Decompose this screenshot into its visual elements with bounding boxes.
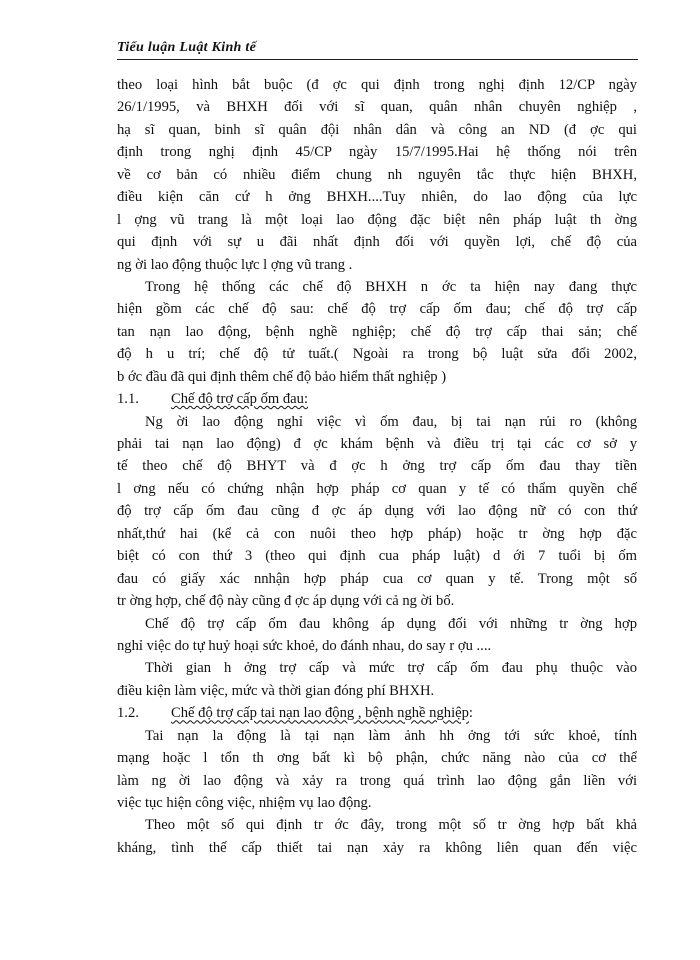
paragraph-6 — [117, 725, 637, 815]
text-line: định trong nghị định 45/CP ngày 15/7/1995.Hai hệ thống nói trên — [117, 144, 637, 161]
text-line: Chế độ trợ cấp ốm đau không áp dụng đối với những tr ờng hợp — [145, 615, 637, 632]
header-rule — [117, 59, 638, 60]
paragraph-7 — [117, 814, 637, 859]
text-line: điều kiện căn cứ h ởng BHXH....Tuy nhiên, do lao động của lực — [117, 189, 637, 206]
paragraph-3 — [117, 411, 637, 613]
paragraph-5 — [117, 657, 637, 702]
document-body — [117, 74, 637, 859]
text-line: đau có giấy xác nnhận hợp pháp cua cơ quan y tế. Trong một số — [117, 570, 637, 587]
text-line: 26/1/1995, và BHXH đối với sĩ quan, quân nhân chuyên nghiệp , — [117, 99, 637, 116]
section-heading-1-1 — [117, 388, 637, 410]
text-line: nghỉ việc do tự huỷ hoại sức khoẻ, do đánh nhau, do say r ợu .... — [117, 637, 492, 654]
header-title: Tiểu luận Luật Kinh tế — [117, 40, 257, 55]
text-line: kháng, tình thế cấp thiết tai nạn xảy ra không liên quan đến việc — [117, 839, 637, 856]
text-line: Tai nạn la động là tại nạn làm ảnh hh ởng tới sức khoẻ, tính — [145, 727, 637, 744]
text-line: ng ời lao động thuộc lực l ợng vũ trang . — [117, 256, 353, 273]
paragraph-4 — [117, 613, 637, 658]
section-number: 1.1. — [117, 391, 139, 408]
section-title: Chế độ trợ cấp ốm đau: — [171, 391, 309, 408]
text-line: tế theo chế độ BHYT và đ ợc h ởng trợ cấp ốm đau thay tiền — [117, 458, 637, 475]
text-line: Trong hệ thống các chế độ BHXH n ớc ta hiện nay đang thực — [145, 278, 637, 295]
text-line: Thời gian h ởng trợ cấp và mức trợ cấp ốm đau phụ thuộc vào — [145, 660, 637, 677]
text-line: l ợng vũ trang là một loại lao động đặc biệt nên pháp luật th ờng — [117, 211, 637, 228]
text-line: b ớc đầu đã qui định thêm chế độ bảo hiểm thất nghiệp ) — [117, 368, 447, 385]
section-title: Chế độ trợ cấp tai nạn lao động , bệnh nghề nghiệp — [171, 705, 469, 722]
page-header — [117, 40, 637, 60]
text-line: Ng ời lao động nghỉ việc vì ốm đau, bị tai nạn rủi ro (không — [145, 413, 637, 430]
text-line: hiện gồm các chế độ sau: chế độ trợ cấp ốm đau; chế độ trợ cấp — [117, 301, 637, 318]
section-heading-1-2 — [117, 702, 637, 724]
text-line: làm ng ời lao động và xảy ra trong quá trình lao động gắn liền với — [117, 772, 637, 789]
text-line: tan nạn lao động, bệnh nghề nghiệp; chế độ trợ cấp thai sản; chế — [117, 323, 637, 340]
paragraph-2 — [117, 276, 637, 388]
section-title-suffix: : — [468, 705, 473, 722]
text-line: l ơng nếu có chứng nhận hợp pháp cơ quan y tế có thẩm quyền chế — [117, 480, 637, 497]
text-line: phải tai nạn lao động) đ ợc khám bệnh và điều trị tại các cơ sở y — [117, 436, 637, 452]
text-line: Theo một số qui định tr ớc đây, trong một số tr ờng hợp bất khả — [145, 817, 637, 834]
text-line: hạ sĩ quan, binh sĩ quân đội nhân dân và công an ND (đ ợc qui — [117, 121, 637, 138]
text-line: biệt có con thứ 3 (theo qui định cua pháp luật) d ới 7 tuổi bị ốm — [117, 548, 637, 565]
paragraph-1 — [117, 74, 637, 276]
text-line: theo loại hình bắt buộc (đ ợc qui định trong nghị định 12/CP ngày — [117, 77, 637, 93]
text-line: mạng hoặc l tổn th ơng bất kì bộ phận, chức năng nào của cơ thể — [117, 750, 637, 767]
text-line: tr ờng hợp, chế độ này cũng đ ợc áp dụng với cả ng ời bố. — [117, 593, 455, 610]
section-number: 1.2. — [117, 705, 139, 722]
text-line: độ h u trí; chế độ tử tuất.( Ngoài ra trong bộ luật sửa đổi 2002, — [117, 346, 637, 363]
text-line: độ trợ cấp ốm đau cũng đ ợc áp dụng với lao động nữ có con thứ — [117, 503, 637, 520]
text-line: qui định với sự u đãi nhất định đối với quyền lợi, chế độ của — [117, 234, 637, 251]
text-line: về cơ bản có nhiều điểm chung nh nguyên tắc thực hiện BHXH, — [117, 166, 637, 183]
text-line: nhất,thứ hai (kể cả con nuôi theo hợp pháp) hoặc tr ờng hợp đặc — [117, 525, 637, 542]
text-line: việc tục hiện công việc, nhiệm vụ lao động. — [117, 795, 372, 811]
text-line: điều kiện làm việc, mức và thời gian đóng phí BHXH. — [117, 682, 435, 699]
